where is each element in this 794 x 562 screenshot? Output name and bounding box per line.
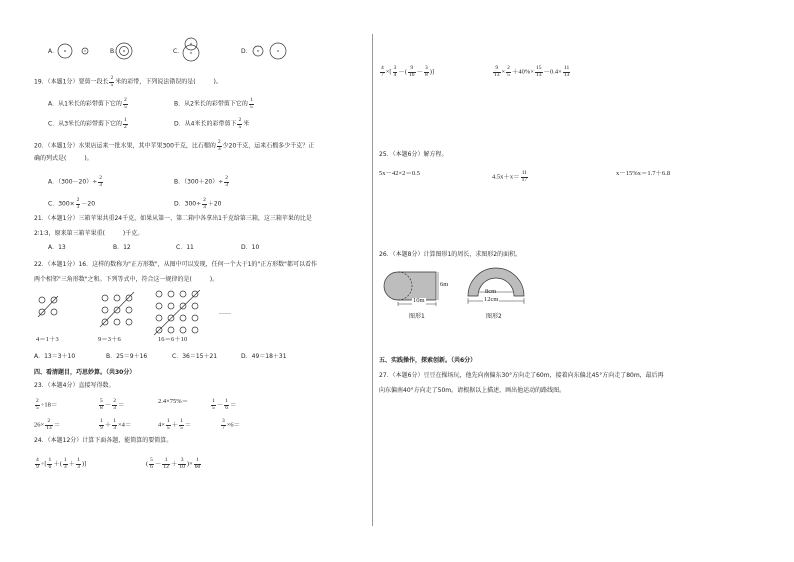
q25-stem: 25．（本题6分）解方程。 — [379, 151, 448, 158]
fraction: $\frac{1}{3}$ — [77, 457, 80, 470]
fraction: $\frac{9}{13}$ — [494, 65, 500, 78]
q22-dot-patterns — [30, 290, 250, 340]
q25-eq-2: 4.5x＋x＝ $\frac{11}{17}$ — [492, 170, 528, 183]
fraction: $\frac{1}{3}$ — [63, 457, 67, 470]
fraction: $\frac{1}{5}$ — [166, 418, 170, 431]
section-4-heading: 四、看清题目，巧思妙算。（共30分） — [34, 369, 136, 376]
pattern-9 — [100, 292, 134, 327]
q27-line2: 向东偏南40°方向走了50m。请根据以上描述，画出他运动的路线图。 — [379, 387, 566, 394]
q23-item-5: 26× $\frac{2}{13}$ ＝ — [34, 418, 61, 431]
q22-stem-line1: 22．（本题1分）16．这样的数称为"正方形数"，从图中可以发现，任何一个大于1的"正方形数"都可以看作 — [34, 261, 317, 268]
fraction: $\frac{2}{3}$ — [225, 175, 228, 188]
q21-option-b: B．12 — [113, 244, 131, 251]
pattern-16 — [154, 290, 200, 335]
fraction: $\frac{1}{3}$ — [113, 418, 116, 431]
fraction: $\frac{4}{9}$ — [36, 457, 39, 470]
q18-figure-c — [181, 33, 201, 65]
q22-option-d: D．49＝18＋31 — [241, 353, 287, 360]
fraction: $\frac{2}{3}$ — [203, 197, 206, 210]
q19-option-b: B．从2米长的彩带剪下它的 $\frac{1}{5}$ — [174, 97, 253, 110]
q26-fig2-outer-label: 12cm — [484, 296, 499, 303]
fraction: $\frac{2}{5}$ — [507, 65, 510, 78]
q19-option-a: A．从1米长的彩带剪下它的 $\frac{2}{5}$ — [48, 97, 127, 110]
q18-option-c: C． — [173, 48, 184, 55]
q20-option-a: A．（300－20）÷ $\frac{2}{3}$ — [48, 175, 102, 188]
q23-item-6: $\frac{1}{9}$ ＋ $\frac{1}{3}$ ×4＝ — [100, 418, 132, 431]
fraction: $\frac{2}{13}$ — [46, 418, 52, 431]
q23-item-3: 2.4×75%＝ — [158, 398, 189, 405]
fraction: $\frac{11}{17}$ — [521, 170, 528, 183]
q18-figure-d — [248, 42, 290, 60]
fraction: $\frac{3}{8}$ — [425, 65, 428, 78]
fraction: $\frac{2}{5}$ — [36, 398, 39, 411]
q23-item-1: $\frac{2}{5}$ ÷18＝ — [36, 398, 58, 411]
q20-option-b: B．（300＋20）÷ $\frac{2}{3}$ — [174, 175, 228, 188]
fraction: $\frac{2}{5}$ — [123, 97, 127, 110]
q22-stem-line2: 两个相邻"三角形数"之和。下列等式中，符合这一规律的是( )。 — [34, 276, 219, 283]
fraction: $\frac{3}{4}$ — [393, 65, 397, 78]
fraction: $\frac{1}{2}$ — [124, 117, 127, 130]
q18-figure-b — [114, 40, 134, 62]
q21-option-d: D．10 — [241, 244, 260, 251]
fraction: $\frac{1}{12}$ — [163, 457, 169, 470]
q20-option-c: C．300× $\frac{2}{3}$ －20 — [48, 197, 96, 210]
q21-stem-line1: 21．（本题1分）三箱苹果共重24千克，如果从第一、第二箱中各拿出1千克给第三箱，这三箱苹果的比是 — [34, 215, 312, 222]
fraction: $\frac{1}{9}$ — [100, 418, 103, 431]
fraction: $\frac{1}{5}$ — [212, 398, 215, 411]
fraction: $\frac{1}{6}$ — [225, 398, 228, 411]
q22-option-b: B．25＝9＋16 — [106, 353, 148, 360]
q24-expr-3: $\frac{4}{7}$ ×[ $\frac{3}{4}$ －( $\frac{9}{16}$ － $\frac{3}{8}$ )] — [381, 65, 435, 78]
fraction: $\frac{15}{13}$ — [536, 65, 542, 78]
q24-expr-2: ( $\frac{5}{6}$ － $\frac{1}{12}$ ＋ $\frac{3}{10}$ )× $\frac{1}{60}$ — [146, 457, 201, 470]
fraction: $\frac{2}{3}$ — [99, 175, 102, 188]
q19-option-d: D．从4米长的彩带剪下 $\frac{2}{5}$ 米 — [174, 117, 250, 130]
q20-stem-line2: 确的列式是( )。 — [34, 155, 93, 162]
q24-expr-1: $\frac{4}{9}$ ÷[ $\frac{1}{6}$ ＋( $\frac{1}{3}$ ＋ $\frac{1}{3}$ )] — [36, 457, 87, 470]
q20-stem-line1: 20．（本题1分）水果店运来一批水果，其中苹果300千克，比石榴的 $\frac{2}{3}$ 少20千克，运来石榴多少千克？正 — [34, 139, 315, 152]
q23-item-8: $\frac{3}{7}$ ×6＝ — [222, 418, 241, 431]
q26-fig1-height-label: 6m — [440, 281, 449, 288]
fraction: $\frac{2}{3}$ — [76, 197, 80, 210]
q22-ellipsis: …… — [219, 309, 231, 316]
section-5-heading: 五、实践操作，探索创新。（共6分） — [379, 357, 477, 364]
q23-item-7: 4× $\frac{1}{5}$ ＋ $\frac{1}{5}$ ＝ — [158, 418, 192, 431]
q23-item-2: $\frac{5}{8}$ － $\frac{2}{3}$ ＝ — [100, 398, 125, 411]
q22-option-a: A．13＝3＋10 — [34, 353, 76, 360]
q26-fig2-caption: 图形2 — [486, 313, 502, 320]
q25-eq-3: x－15%x＝1.7＋6.8 — [616, 170, 671, 177]
q18-option-a: A． — [48, 48, 59, 55]
fraction: $\frac{2}{5}$ — [238, 117, 242, 130]
q21-option-a: A．13 — [48, 244, 66, 251]
q27-line1: 27．（本题6分）豆豆在操场玩，他先向南偏东30°方向走了60m，接着向东偏北45°方向走了80m，最后再 — [379, 372, 664, 379]
q25-eq-1: 5x－42×2＝0.5 — [379, 170, 421, 177]
fraction: $\frac{11}{13}$ — [563, 65, 570, 78]
q26-fig1-caption: 图形1 — [409, 313, 425, 320]
q26-fig1-width-label: 10m — [413, 297, 425, 304]
q23-stem: 23．（本题4分）直接写得数。 — [34, 382, 115, 389]
fraction: $\frac{5}{8}$ — [100, 398, 103, 411]
fraction: $\frac{1}{6}$ — [48, 457, 52, 470]
fraction: $\frac{3}{7}$ — [222, 418, 225, 431]
fraction: $\frac{2}{5}$ — [110, 75, 114, 88]
q22-caption-3: 16＝6＋10 — [158, 336, 188, 343]
pattern-4 — [38, 296, 58, 317]
q26-stem: 26．（本题8分）计算图形1的周长，求图形2的面积。 — [379, 251, 522, 258]
q21-stem-line2: 2∶1∶3，原来第三箱苹果重( )千克。 — [34, 230, 144, 237]
fraction: $\frac{4}{7}$ — [381, 65, 384, 78]
q23-item-4: $\frac{1}{5}$ － $\frac{1}{6}$ ＝ — [212, 398, 237, 411]
q21-option-c: C．11 — [176, 244, 194, 251]
fraction: $\frac{5}{6}$ — [150, 457, 153, 470]
fraction: $\frac{3}{10}$ — [179, 457, 185, 470]
fraction: $\frac{2}{3}$ — [113, 398, 116, 411]
q22-option-c: C．36＝15＋21 — [172, 353, 218, 360]
q19-option-c: C．从3米长的彩带剪下它的 $\frac{1}{2}$ — [48, 117, 127, 130]
q18-figure-a — [55, 42, 95, 60]
q18-option-d: D． — [241, 48, 252, 55]
fraction: $\frac{2}{3}$ — [217, 139, 221, 152]
q26-fig2-inner-label: 8cm — [485, 288, 497, 295]
fraction: $\frac{1}{60}$ — [194, 457, 201, 470]
q19-stem: 19．（本题1分）要剪一段长 $\frac{2}{5}$ 米的彩带，下列说法错误的是( )。 — [34, 75, 222, 88]
q22-caption-2: 9＝3＋6 — [98, 336, 121, 343]
q18-option-b: B． — [110, 48, 121, 55]
q22-caption-1: 4＝1＋3 — [36, 336, 59, 343]
q24-stem: 24．（本题12分）计算下面各题，能简算的要简算。 — [34, 437, 173, 444]
fraction: $\frac{1}{5}$ — [180, 418, 183, 431]
q20-option-d: D．300÷ $\frac{2}{3}$ ＋20 — [174, 197, 222, 210]
fraction: $\frac{9}{16}$ — [409, 65, 415, 78]
q24-expr-4: $\frac{9}{13}$ × $\frac{2}{5}$ ＋40%× $\frac{15}{13}$ －0.4× $\frac{11}{13}$ — [494, 65, 570, 78]
fraction: $\frac{1}{5}$ — [249, 97, 253, 110]
column-divider — [372, 34, 373, 526]
